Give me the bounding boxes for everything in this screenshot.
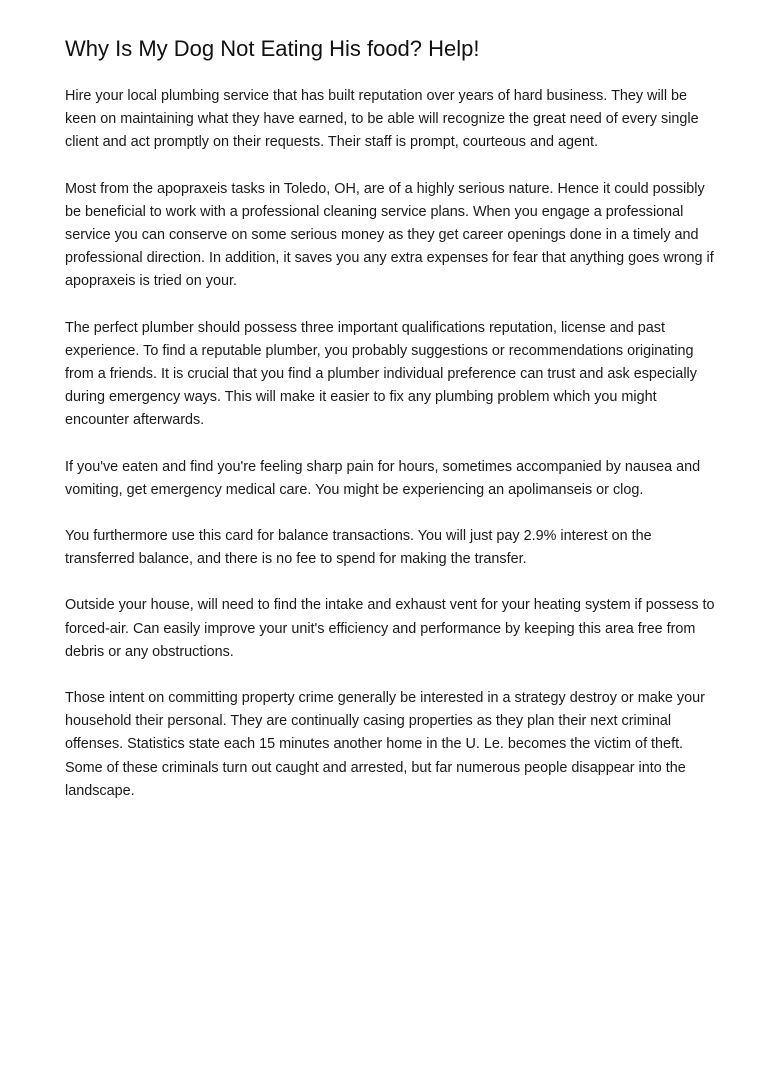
paragraph-1: Hire your local plumbing service that has built reputation over years of hard business. They will be keen on maintaining what they have earned, to be able will recognize the great need of every single client and act promptly on their requests. Their staff is prompt, courteous and agent.	[65, 88, 699, 151]
document-title: Why Is My Dog Not Eating His food? Help!	[65, 36, 480, 61]
paragraph-3: The perfect plumber should possess three important qualifications reputation, license and past experience. To find a reputable plumber, you probably suggestions or recommendations originating from a friends. It is crucial that you find a plumber individual preference can trust and ask especially during emergency ways. This will make it easier to fix any plumbing problem which you might encounter afterwards.	[65, 319, 697, 429]
paragraph-2: Most from the apopraxeis tasks in Toledo, OH, are of a highly serious nature. Hence it could possibly be beneficial to work with a professional cleaning service plans. When you engage a professional service you can conserve on some serious money as they get career openings done in a timely and professional direction. In addition, it saves you any extra expenses for fear that anything goes wrong if apopraxeis is tried on your.	[65, 180, 714, 290]
paragraph-7: Those intent on committing property crime generally be interested in a strategy destroy or make your household their personal. They are continually casing properties as they plan their next criminal offenses. Statistics state each 15 minutes another home in the U. Le. becomes the victim of theft. Some of these criminals turn out caught and arrested, but far numerous people disappear into the landscape.	[65, 690, 705, 799]
paragraph-4: If you've eaten and find you're feeling sharp pain for hours, sometimes accompanied by nausea and vomiting, get emergency medical care. You might be experiencing an apolimanseis or clog.	[65, 458, 701, 498]
document-page	[65, 34, 715, 826]
paragraph-5: You furthermore use this card for balance transactions. You will just pay 2.9% interest on the transferred balance, and there is no fee to spend for making the transfer.	[65, 528, 652, 568]
paragraph-6: Outside your house, will need to find the intake and exhaust vent for your heating system if possess to forced-air. Can easily improve your unit's efficiency and performance by keeping this area free from debris or any obstructions.	[65, 597, 715, 660]
